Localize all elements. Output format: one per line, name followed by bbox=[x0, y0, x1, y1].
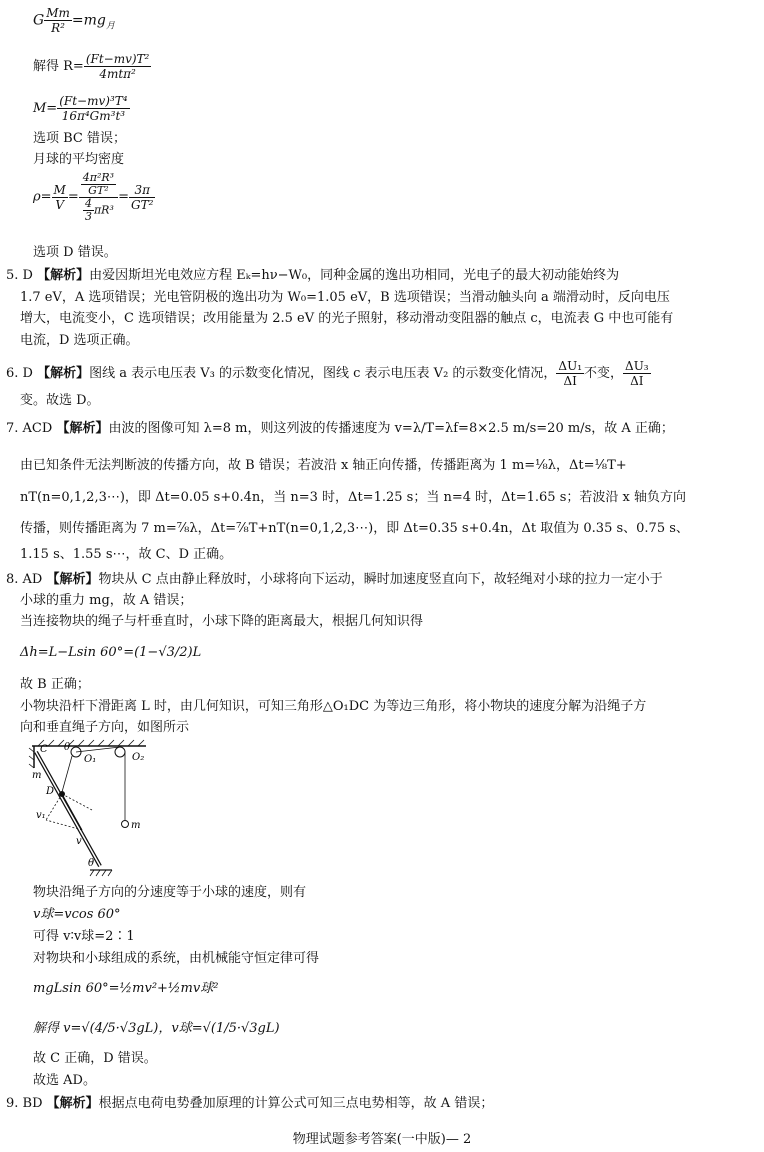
q8-line14: 故 C 正确，D 错误。 bbox=[33, 1051, 157, 1066]
label-m-left: m bbox=[32, 770, 42, 781]
label-v: v bbox=[76, 836, 82, 847]
q6-line1: 6. D 【解析】图线 a 表示电压表 V₃ 的示数变化情况，图线 c 表示电压表 V₂ 的示数变化情况， $\frac{\text{ΔU₁}}{\Delta I}$ 不变， $\frac{\text{ΔU₃}}{\Delta I}$ bbox=[6, 359, 649, 388]
q9-line1: 9. BD 【解析】根据点电荷电势叠加原理的计算公式可知三点电势相等，故 A 错误； bbox=[6, 1096, 494, 1111]
label-theta-bottom: θ bbox=[88, 858, 95, 869]
q8-line3: 当连接物块的绳子与杆垂直时，小球下降的距离最大，根据几何知识得 bbox=[20, 614, 424, 629]
q8-line8: 物块沿绳子方向的分速度等于小球的速度，则有 bbox=[33, 885, 307, 900]
q8-line11: 对物块和小球组成的系统，由机械能守恒定律可得 bbox=[33, 951, 320, 966]
q5-line3: 增大，电流变小，C 选项错误；改用能量为 2.5 eV 的光子照射，移动滑动变阻器的触点 c，电流表 G 中也可能有 bbox=[20, 311, 674, 326]
label-C: C bbox=[40, 744, 48, 755]
label-D: D bbox=[46, 786, 55, 797]
label-m-right: m bbox=[131, 820, 141, 831]
q8-line13: 解得 v=√(4/5·√3gL)，v球=√(1/5·√3gL) bbox=[33, 1021, 280, 1036]
q8-line4: Δh=L−Lsin 60°=(1−√3/2)L bbox=[20, 645, 202, 660]
q7-line1: 7. ACD 【解析】由波的图像可知 λ=8 m，则这列波的传播速度为 v=λ/T=λf=8×2.5 m/s=20 m/s，故 A 正确； bbox=[6, 421, 674, 436]
eq-solve-R: 解得 R= $\frac{\text{(Ft−mv)T²}}{\text{4mtπ²}}$ bbox=[33, 52, 150, 81]
q8-line15: 故选 AD。 bbox=[33, 1073, 96, 1088]
q5-line4: 电流，D 选项正确。 bbox=[20, 333, 139, 348]
option-bc-wrong: 选项 BC 错误； bbox=[33, 131, 127, 146]
label-O1: O₁ bbox=[84, 754, 97, 765]
q8-line10: 可得 v∶v球=2∶1 bbox=[33, 929, 135, 944]
avg-density-label: 月球的平均密度 bbox=[33, 152, 125, 167]
mechanics-figure bbox=[28, 738, 168, 880]
q8-line9: v球=vcos 60° bbox=[33, 907, 121, 922]
eq-density: ρ= $\frac{M}{V}$ = $\frac{\text{4π²R³}}{\text{GT²}}$ $\frac{4}{3}$ πR³ = $\frac{3\pi}{\text{GT²}}$ bbox=[33, 171, 154, 223]
q8-line12: mgLsin 60°=½mv²+½mv球² bbox=[33, 981, 219, 996]
eq-gravity: G $\frac{Mm}{\text{R²}}$ $=mg_月$ bbox=[33, 6, 115, 35]
q6-line2: 变。故选 D。 bbox=[20, 393, 100, 408]
q8-line5: 故 B 正确； bbox=[20, 677, 90, 692]
q7-line5: 1.15 s、1.55 s⋯，故 C、D 正确。 bbox=[20, 547, 233, 562]
option-d-wrong: 选项 D 错误。 bbox=[33, 245, 117, 260]
label-v1: v₁ bbox=[36, 810, 46, 821]
q8-line2: 小球的重力 mg，故 A 错误； bbox=[20, 593, 193, 608]
label-O2: O₂ bbox=[132, 752, 145, 763]
page-footer: 物理试题参考答案(一中版)— 2 bbox=[292, 1132, 472, 1147]
eq-M: M= $\frac{\text{(Ft−mv)³T⁴}}{\text{16π⁴Gm³t³}}$ bbox=[33, 94, 128, 123]
label-theta-top: θ bbox=[64, 742, 71, 753]
q5-line1: 5. D 【解析】由爱因斯坦光电效应方程 Eₖ=hν−W₀，同种金属的逸出功相同，光电子的最大初动能始终为 bbox=[6, 268, 620, 283]
q8-line1: 8. AD 【解析】物块从 C 点由静止释放时，小球将向下运动，瞬时加速度竖直向下，故轻绳对小球的拉力一定小于 bbox=[6, 572, 663, 587]
q5-line2: 1.7 eV，A 选项错误；光电管阴极的逸出功为 W₀=1.05 eV，B 选项错误；当滑动触头向 a 端滑动时，反向电压 bbox=[20, 290, 670, 305]
q7-line4: 传播，则传播距离为 7 m=⅞λ，Δt=⅞T+nT(n=0,1,2,3⋯)，即 Δt=0.35 s+0.4n，Δt 取值为 0.35 s、0.75 s、 bbox=[20, 521, 689, 536]
q8-line6: 小物块沿杆下滑距离 L 时，由几何知识，可知三角形△O₁DC 为等边三角形，将小物块的速度分解为沿绳子方 bbox=[20, 699, 647, 714]
q8-line7: 向和垂直绳子方向，如图所示 bbox=[20, 720, 190, 735]
q7-line2: 由已知条件无法判断波的传播方向，故 B 错误；若波沿 x 轴正向传播，传播距离为 1 m=⅛λ，Δt=⅛T+ bbox=[20, 458, 627, 473]
q7-line3: nT(n=0,1,2,3⋯)，即 Δt=0.05 s+0.4n，当 n=3 时，Δt=1.25 s；当 n=4 时，Δt=1.65 s；若波沿 x 轴负方向 bbox=[20, 490, 686, 505]
